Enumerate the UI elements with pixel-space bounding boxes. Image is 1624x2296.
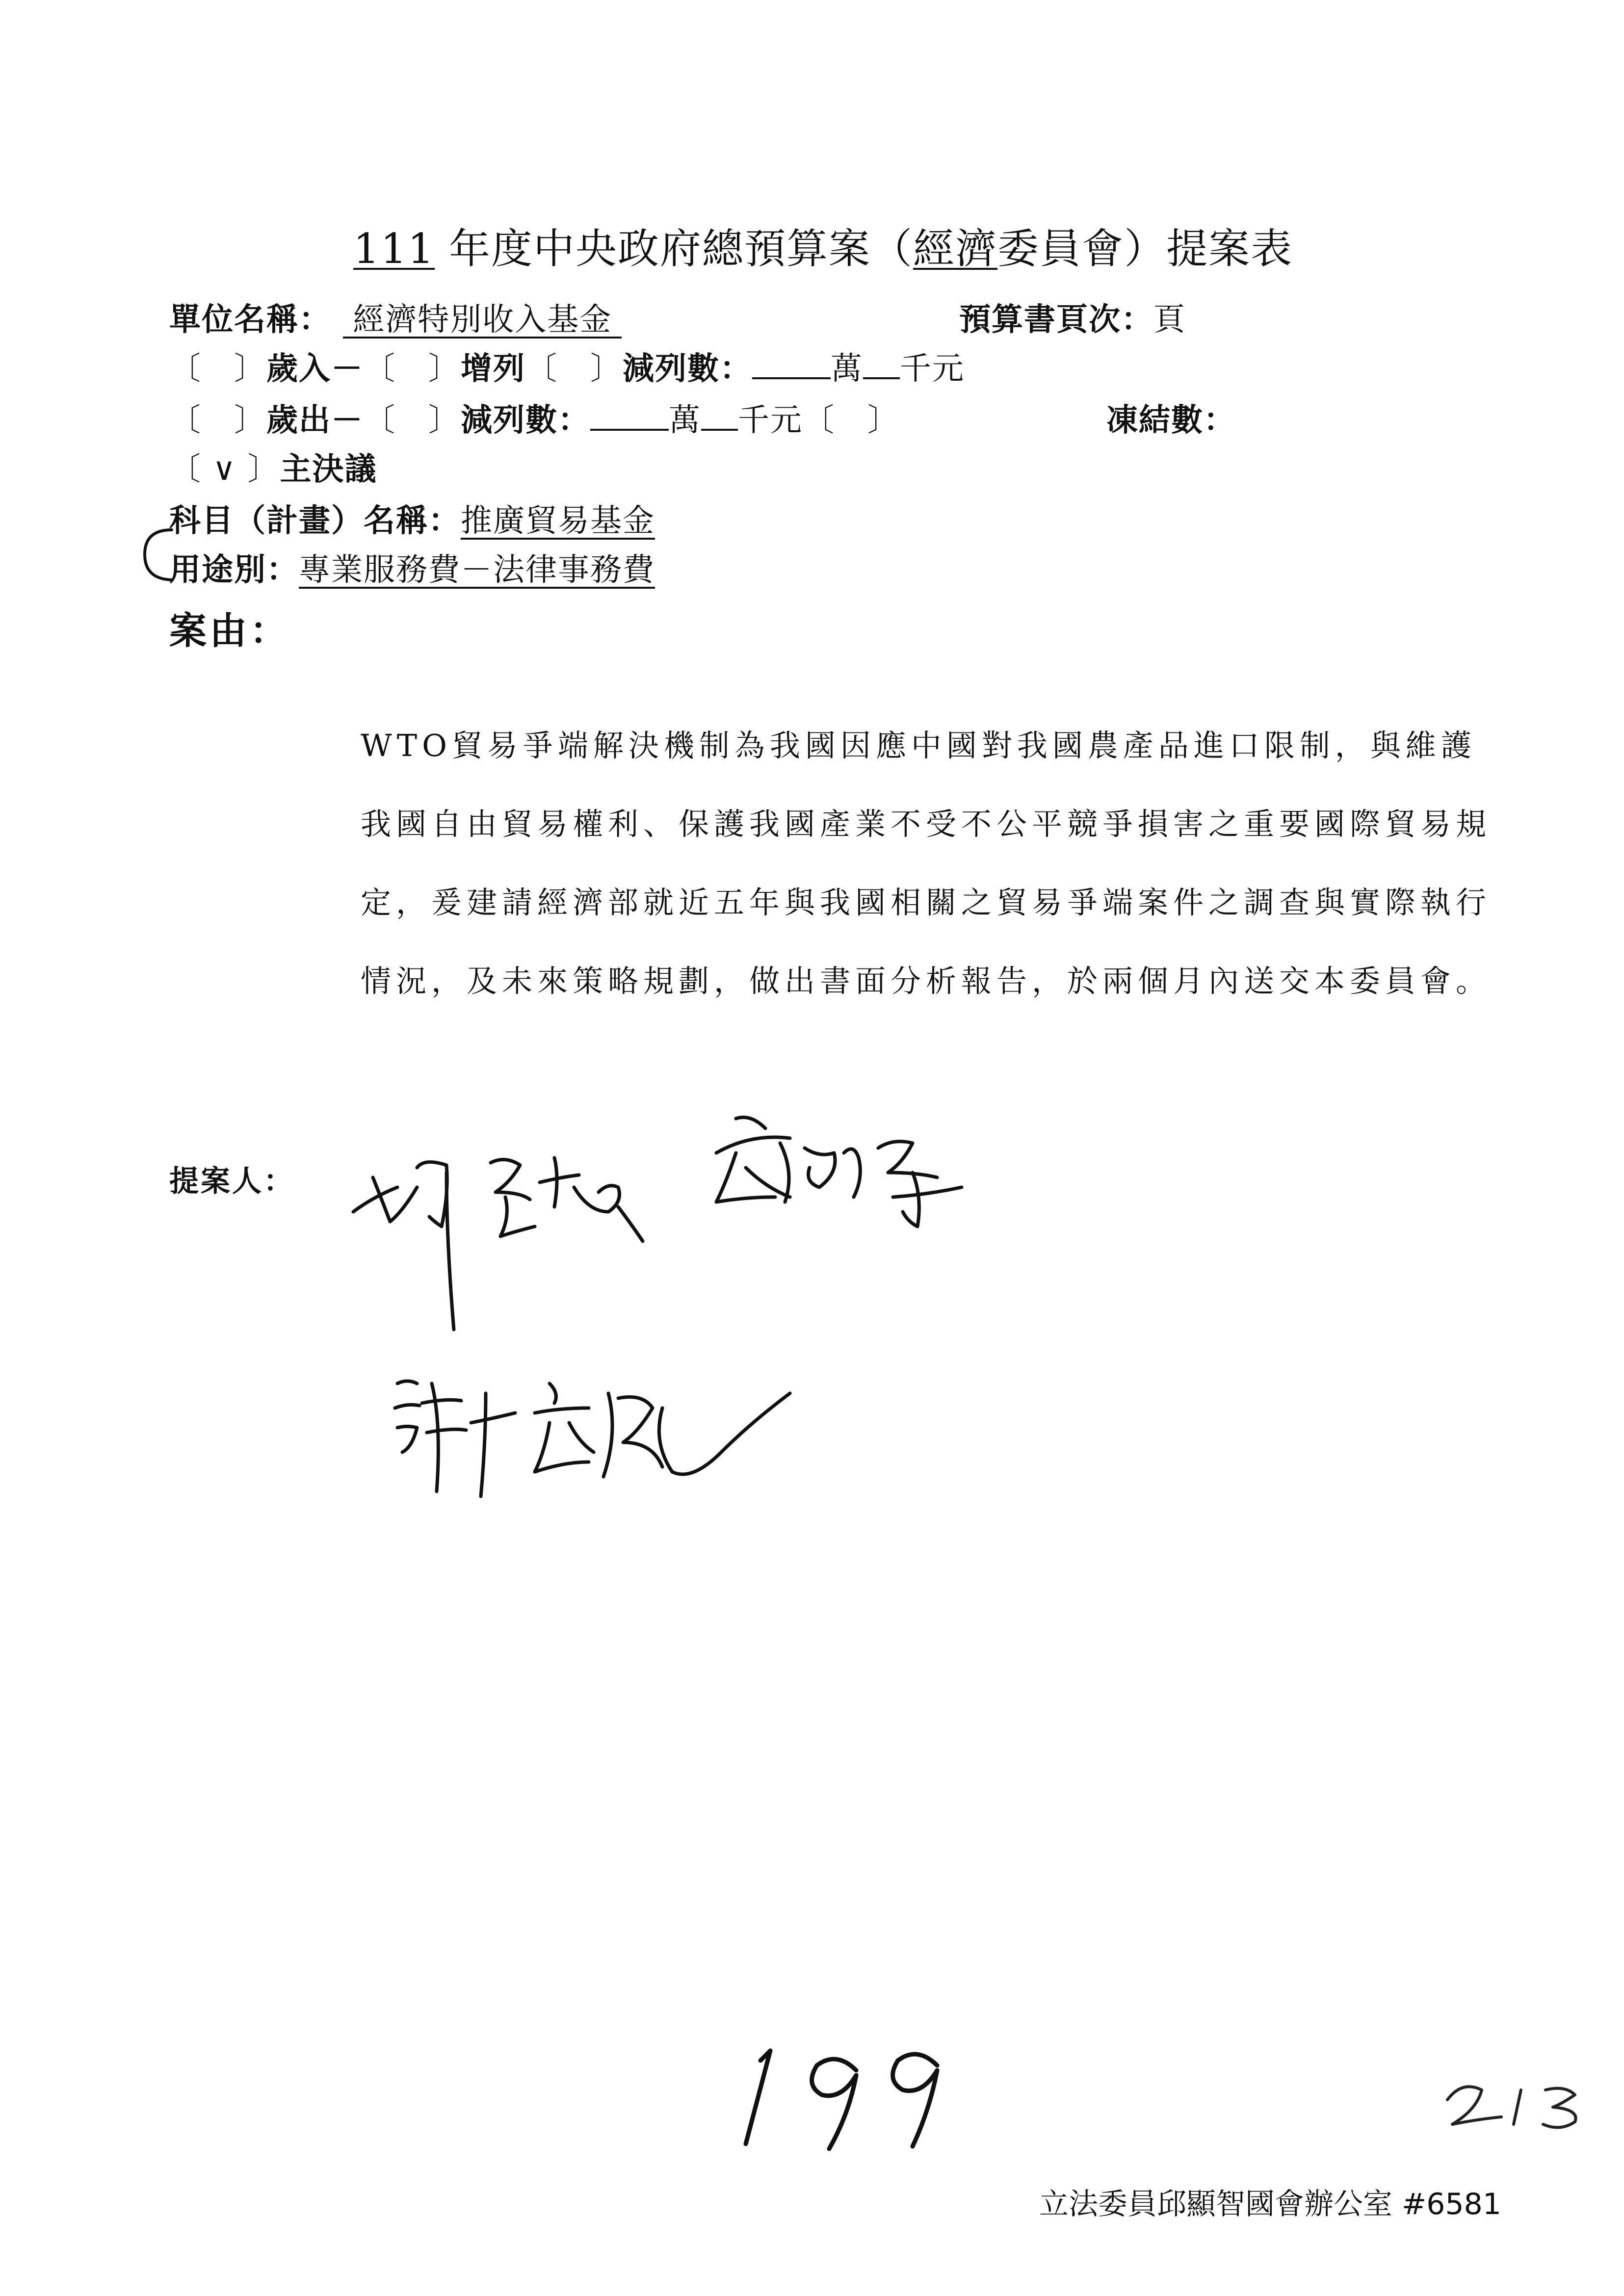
handwritten-corner-mark <box>1438 2070 1595 2134</box>
main-resolution-checkbox: 〔 ∨ 〕 <box>169 451 280 488</box>
handwritten-page-number <box>731 2036 962 2154</box>
title-tail: 委員會）提案表 <box>997 225 1293 273</box>
frozen-label: 凍結數： <box>1106 402 1236 439</box>
expense-label: 歲出－ <box>266 402 364 439</box>
income-label: 歲入－ <box>266 350 364 387</box>
expense-bracket-2: 〔 〕 <box>364 402 461 439</box>
income-row <box>169 343 965 389</box>
income-qian-blank <box>863 348 900 379</box>
usage-label: 用途別： <box>169 551 299 588</box>
expense-row <box>169 395 900 440</box>
main-resolution-row <box>169 444 377 489</box>
reason-label: 案由： <box>169 609 290 652</box>
income-wan: 萬 <box>831 351 863 387</box>
income-bracket-1: 〔 〕 <box>169 351 266 387</box>
expense-wan-blank <box>590 399 669 431</box>
income-bracket-3: 〔 〕 <box>525 351 623 387</box>
signature-3 <box>388 1354 819 1511</box>
title-year: 111 <box>353 225 435 273</box>
office-footer: 立法委員邱顯智國會辦公室 #6581 <box>1039 2187 1501 2221</box>
proposer-label: 提案人： <box>169 1164 295 1199</box>
page-ref-label: 預算書頁次： <box>959 301 1153 338</box>
handwritten-bracket <box>132 520 177 589</box>
page-ref <box>959 294 1186 339</box>
expense-qian: 千元 <box>738 402 803 439</box>
page-ref-value: 頁 <box>1153 302 1186 338</box>
expense-bracket-3: 〔 〕 <box>803 402 900 439</box>
income-increase-label: 增列 <box>461 350 525 387</box>
income-decrease-label: 減列數： <box>623 350 752 387</box>
subject-value: 推廣貿易基金 <box>461 503 655 539</box>
unit-row <box>169 294 622 339</box>
title-committee: 經濟 <box>913 225 998 273</box>
expense-decrease-label: 減列數： <box>461 402 590 439</box>
reason-body: WTO貿易爭端解決機制為我國因應中國對我國農產品進口限制，與維護我國自由貿易權利、保護我國產業不受不公平競爭損害之重要國際貿易規定，爰建請經濟部就近五年與我國相關之貿易爭端案件之調查與實際執行情況，及未來策略規劃，做出書面分析報告，於兩個月內送交本委員會。 <box>361 728 1492 999</box>
usage-row <box>169 545 655 590</box>
expense-qian-blank <box>701 399 738 431</box>
unit-label: 單位名稱： <box>169 301 331 338</box>
income-bracket-2: 〔 〕 <box>364 351 461 387</box>
signature-2 <box>707 1099 1001 1246</box>
expense-wan: 萬 <box>669 402 701 439</box>
signature-1 <box>343 1114 697 1349</box>
page-title <box>353 216 1293 275</box>
main-resolution-label: 主決議 <box>280 451 377 488</box>
subject-label: 科目（計畫）名稱： <box>169 502 461 539</box>
income-qian: 千元 <box>900 351 965 387</box>
unit-value: 經濟特別收入基金 <box>343 304 622 339</box>
title-main: 年度中央政府總預算案（ <box>435 225 914 273</box>
expense-bracket-1: 〔 〕 <box>169 402 266 439</box>
usage-value: 專業服務費－法律事務費 <box>299 552 655 588</box>
income-wan-blank <box>752 348 831 379</box>
subject-row <box>169 496 655 541</box>
